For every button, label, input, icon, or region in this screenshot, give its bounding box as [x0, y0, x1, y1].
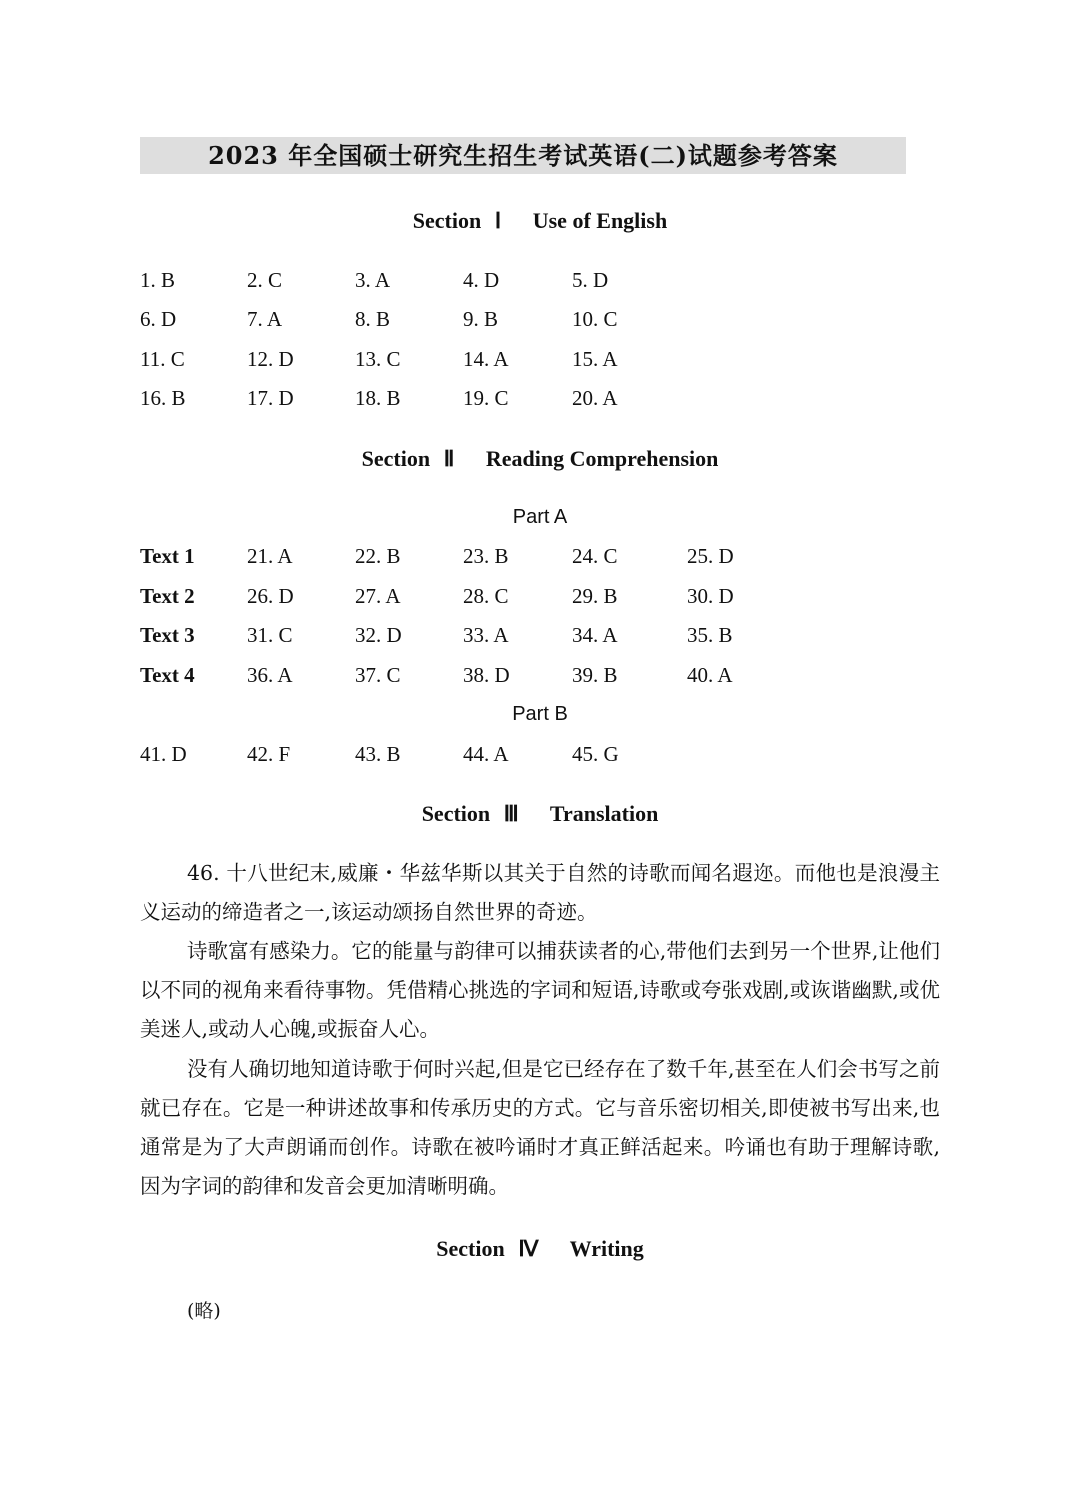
answer-11: 11. C [140, 347, 185, 371]
section-2-label: Section [361, 446, 431, 471]
section-1-row [0, 307, 1080, 335]
answer-37: 37. C [355, 663, 401, 687]
answer-7: 7. A [247, 307, 283, 331]
answer-28: 28. C [463, 584, 509, 608]
text-label: Text 3 [140, 623, 195, 647]
answer-26: 26. D [247, 584, 294, 608]
section-1-label: Section [412, 208, 482, 233]
answer-14: 14. A [463, 347, 509, 371]
answer-43: 43. B [355, 742, 401, 766]
answer-38: 38. D [463, 663, 510, 687]
answer-23: 23. B [463, 544, 509, 568]
section-2-heading [0, 446, 1080, 472]
answer-21: 21. A [247, 544, 293, 568]
answer-9: 9. B [463, 307, 499, 331]
answer-12: 12. D [247, 347, 294, 371]
answer-27: 27. A [355, 584, 401, 608]
section-3-name: Translation [549, 801, 659, 826]
section-1-heading [0, 208, 1080, 234]
answer-8: 8. B [355, 307, 391, 331]
section-2-name: Reading Comprehension [485, 446, 719, 471]
writing-omitted: (略) [187, 1300, 221, 1322]
text-label: Text 1 [140, 544, 195, 568]
section-1-row [0, 347, 1080, 375]
answer-45: 45. G [572, 742, 619, 766]
section-4-roman: Ⅳ [518, 1236, 539, 1261]
section-1-name: Use of English [532, 208, 668, 233]
answer-1: 1. B [140, 268, 176, 292]
text-2-row [0, 584, 1080, 612]
translation-paragraph-3: 没有人确切地知道诗歌于何时兴起,但是它已经存在了数千年,甚至在人们会书写之前就已存在。它是一种讲述故事和传承历史的方式。它与音乐密切相关,即使被书写出来,也通常是为了大声朗诵而创作。诗歌在被吟诵时才真正鲜活起来。吟诵也有助于理解诗歌,因为字词的韵律和发音会更加清晰明确。 [140, 1057, 940, 1198]
part-b-row [0, 742, 1080, 770]
section-3-roman: Ⅲ [503, 801, 519, 826]
answer-19: 19. C [463, 386, 509, 410]
answer-15: 15. A [572, 347, 618, 371]
translation-paragraph-1: 46. 十八世纪末,威廉・华兹华斯以其关于自然的诗歌而闻名遐迩。而他也是浪漫主义运动的缔造者之一,该运动颂扬自然世界的奇迹。 [140, 861, 940, 924]
answer-10: 10. C [572, 307, 618, 331]
answer-4: 4. D [463, 268, 500, 292]
answer-18: 18. B [355, 386, 401, 410]
answer-3: 3. A [355, 268, 391, 292]
answer-24: 24. C [572, 544, 618, 568]
section-3-heading [0, 801, 1080, 827]
text-3-row [0, 623, 1080, 651]
answer-39: 39. B [572, 663, 618, 687]
section-3-label: Section [421, 801, 491, 826]
answer-40: 40. A [687, 663, 733, 687]
text-4-row [0, 663, 1080, 691]
answer-44: 44. A [463, 742, 509, 766]
part-a-heading: Part A [512, 506, 568, 528]
translation-paragraph-2: 诗歌富有感染力。它的能量与韵律可以捕获读者的心,带他们去到另一个世界,让他们以不同的视角来看待事物。凭借精心挑选的字词和短语,诗歌或夸张戏剧,或诙谐幽默,或优美迷人,或动人心魄,或振奋人心。 [140, 939, 940, 1041]
answer-16: 16. B [140, 386, 186, 410]
text-1-row [0, 544, 1080, 572]
answer-34: 34. A [572, 623, 618, 647]
answer-42: 42. F [247, 742, 291, 766]
answer-22: 22. B [355, 544, 401, 568]
answer-33: 33. A [463, 623, 509, 647]
answer-35: 35. B [687, 623, 733, 647]
answer-20: 20. A [572, 386, 618, 410]
answer-6: 6. D [140, 307, 177, 331]
part-b-heading: Part B [512, 703, 568, 725]
answer-2: 2. C [247, 268, 283, 292]
page-title: 2023 年全国硕士研究生招生考试英语(二)试题参考答案 [140, 137, 906, 174]
answer-31: 31. C [247, 623, 293, 647]
section-4-name: Writing [569, 1236, 644, 1261]
answer-25: 25. D [687, 544, 734, 568]
answer-17: 17. D [247, 386, 294, 410]
section-4-label: Section [436, 1236, 505, 1261]
answer-32: 32. D [355, 623, 402, 647]
text-label: Text 4 [140, 663, 195, 687]
section-4-heading [0, 1236, 1080, 1262]
section-1-roman: Ⅰ [494, 208, 502, 233]
section-1-row [0, 386, 1080, 414]
answer-5: 5. D [572, 268, 609, 292]
section-1-row [0, 268, 1080, 296]
answer-36: 36. A [247, 663, 293, 687]
answer-41: 41. D [140, 742, 187, 766]
answer-13: 13. C [355, 347, 401, 371]
answer-30: 30. D [687, 584, 734, 608]
text-label: Text 2 [140, 584, 195, 608]
answer-29: 29. B [572, 584, 618, 608]
section-2-roman: Ⅱ [443, 446, 455, 471]
